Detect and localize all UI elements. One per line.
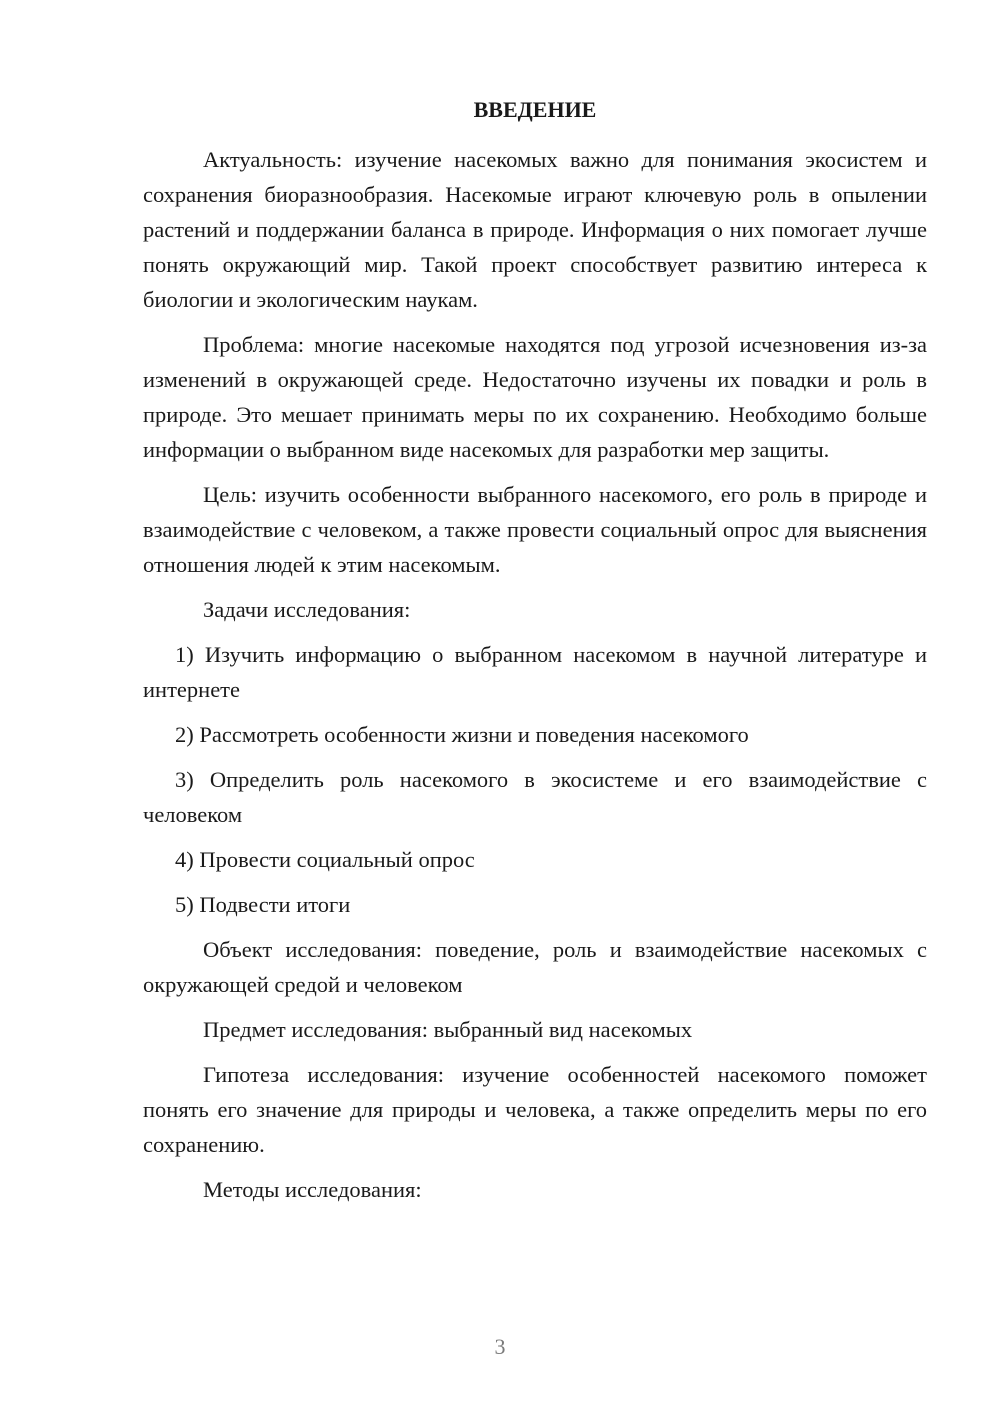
task-item-2: 2) Рассмотреть особенности жизни и поведения насекомого [175,722,749,747]
page-number: 3 [494,1334,506,1359]
task-item-5: 5) Подвести итоги [175,892,351,917]
goal-paragraph: Цель: изучить особенности выбранного насекомого, его роль в природе и взаимодействие с человеком, а также провести социальный опрос для выяснения отношения людей к этим насекомым. [143,482,927,577]
tasks-title: Задачи исследования: [203,597,411,622]
subject-paragraph: Предмет исследования: выбранный вид насекомых [203,1017,693,1042]
object-paragraph: Объект исследования: поведение, роль и взаимодействие насекомых с окружающей средой и человеком [143,937,927,997]
document-page [143,96,927,1217]
relevance-paragraph: Актуальность: изучение насекомых важно для понимания экосистем и сохранения биоразнообразия. Насекомые играют ключевую роль в опылении растений и поддержании баланса в природе. Информация о них помогает лучше понять окружающий мир. Такой проект способствует развитию интереса к биологии и экологическим наукам. [143,147,927,312]
methods-title: Методы исследования: [203,1177,422,1202]
problem-paragraph: Проблема: многие насекомые находятся под угрозой исчезновения из-за изменений в окружающей среде. Недостаточно изучены их повадки и роль в природе. Это мешает принимать меры по их сохранению. Необходимо больше информации о выбранном виде насекомых для разработки мер защиты. [143,332,927,462]
hypothesis-paragraph: Гипотеза исследования: изучение особенностей насекомого поможет понять его значение для природы и человека, а также определить меры по его сохранению. [143,1062,927,1157]
task-item-4: 4) Провести социальный опрос [175,847,475,872]
section-heading: ВВЕДЕНИЕ [473,97,597,122]
task-item-3: 3) Определить роль насекомого в экосистеме и его взаимодействие с человеком [143,767,927,827]
task-item-1: 1) Изучить информацию о выбранном насекомом в научной литературе и интернете [143,642,927,702]
